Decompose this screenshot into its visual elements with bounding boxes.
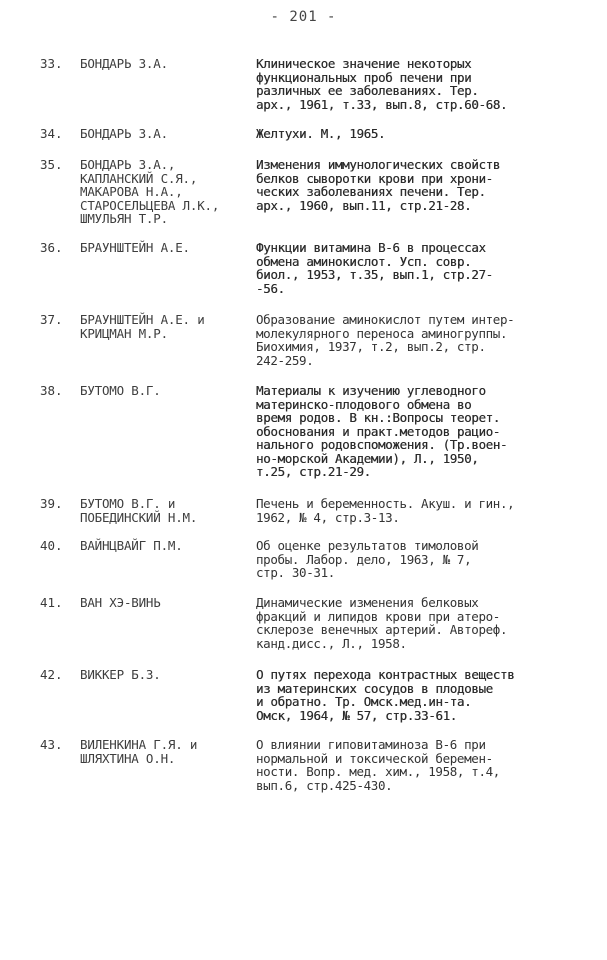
entry-citation: Об оценке результатов тимоловой пробы. Лабор. дело, 1963, № 7, стр. 30-31. (256, 538, 479, 580)
entry-authors: ВАН ХЭ-ВИНЬ (80, 595, 161, 610)
entry-citation: Печень и беременность. Акуш. и гин., 1962, № 4, стр.3-13. (256, 496, 515, 525)
entry-authors: БОНДАРЬ З.А. (80, 56, 168, 71)
entry-number: 43. (40, 737, 63, 752)
entry-citation: Образование аминокислот путем интер- молекулярного переноса аминогруппы. Биохимия, 1937, т.2, вып.2, стр. 242-259. (256, 312, 515, 368)
entry-number: 34. (40, 126, 63, 141)
entry-number: 35. (40, 157, 63, 172)
page-number: - 201 - (270, 9, 337, 25)
entry-authors: БРАУНШТЕЙН А.Е. (80, 240, 190, 255)
entry-citation: О путях перехода контрастных веществ из материнских сосудов в плодовые и обратно. Тр. Омск.мед.ин-та. Омск, 1964, № 57, стр.33-61. (256, 667, 515, 723)
entry-authors: ВИЛЕНКИНА Г.Я. и ШЛЯХТИНА О.Н. (80, 737, 198, 766)
entry-authors: БРАУНШТЕЙН А.Е. и КРИЦМАН М.Р. (80, 312, 205, 341)
entry-number: 40. (40, 538, 63, 553)
entry-number: 39. (40, 496, 63, 511)
entry-authors: ВИККЕР Б.З. (80, 667, 161, 682)
entry-number: 36. (40, 240, 63, 255)
entry-citation: О влиянии гиповитаминоза В-6 при нормальной и токсической беремен- ности. Вопр. мед. хим., 1958, т.4, вып.6, стр.425-430. (256, 737, 500, 793)
entry-number: 42. (40, 667, 63, 682)
entry-citation: Желтухи. М., 1965. (256, 126, 386, 141)
entry-citation: Изменения иммунологических свойств белков сыворотки крови при хрони- ческих заболеваниях печени. Тер. арх., 1960, вып.11, стр.21-28. (256, 157, 500, 213)
entry-citation: Динамические изменения белковых фракций и липидов крови при атеро- склерозе венечных артерий. Автореф. канд.дисс., Л., 1958. (256, 595, 508, 651)
entry-number: 41. (40, 595, 63, 610)
entry-citation: Клиническое значение некоторых функциональных проб печени при различных ее заболеваниях. Тер. арх., 1961, т.33, вып.8, стр.60-68. (256, 56, 508, 112)
entry-citation: Материалы к изучению углеводного материнско-плодового обмена во время родов. В кн.:Вопросы теорет. обоснования и практ.методов рацио- нального родовспоможения. (Тр.воен- но-морской Академии), Л., 1950, т.25, стр.21-29. (256, 383, 508, 479)
entry-authors: БУТОМО В.Г. (80, 383, 161, 398)
entry-authors: БОНДАРЬ З.А. (80, 126, 168, 141)
entry-authors: БУТОМО В.Г. и ПОБЕДИНСКИЙ Н.М. (80, 496, 198, 525)
entry-number: 37. (40, 312, 63, 327)
entry-authors: ВАЙНЦВАЙГ П.М. (80, 538, 183, 553)
entry-authors: БОНДАРЬ З.А., КАПЛАНСКИЙ С.Я., МАКАРОВА Н.А., СТАРОСЕЛЬЦЕВА Л.К., ШМУЛЬЯН Т.Р. (80, 157, 220, 226)
entry-number: 33. (40, 56, 63, 71)
entry-citation: Функции витамина В-6 в процессах обмена аминокислот. Усп. совр. биол., 1953, т.35, вып.1, стр.27- -56. (256, 240, 493, 296)
entry-number: 38. (40, 383, 63, 398)
